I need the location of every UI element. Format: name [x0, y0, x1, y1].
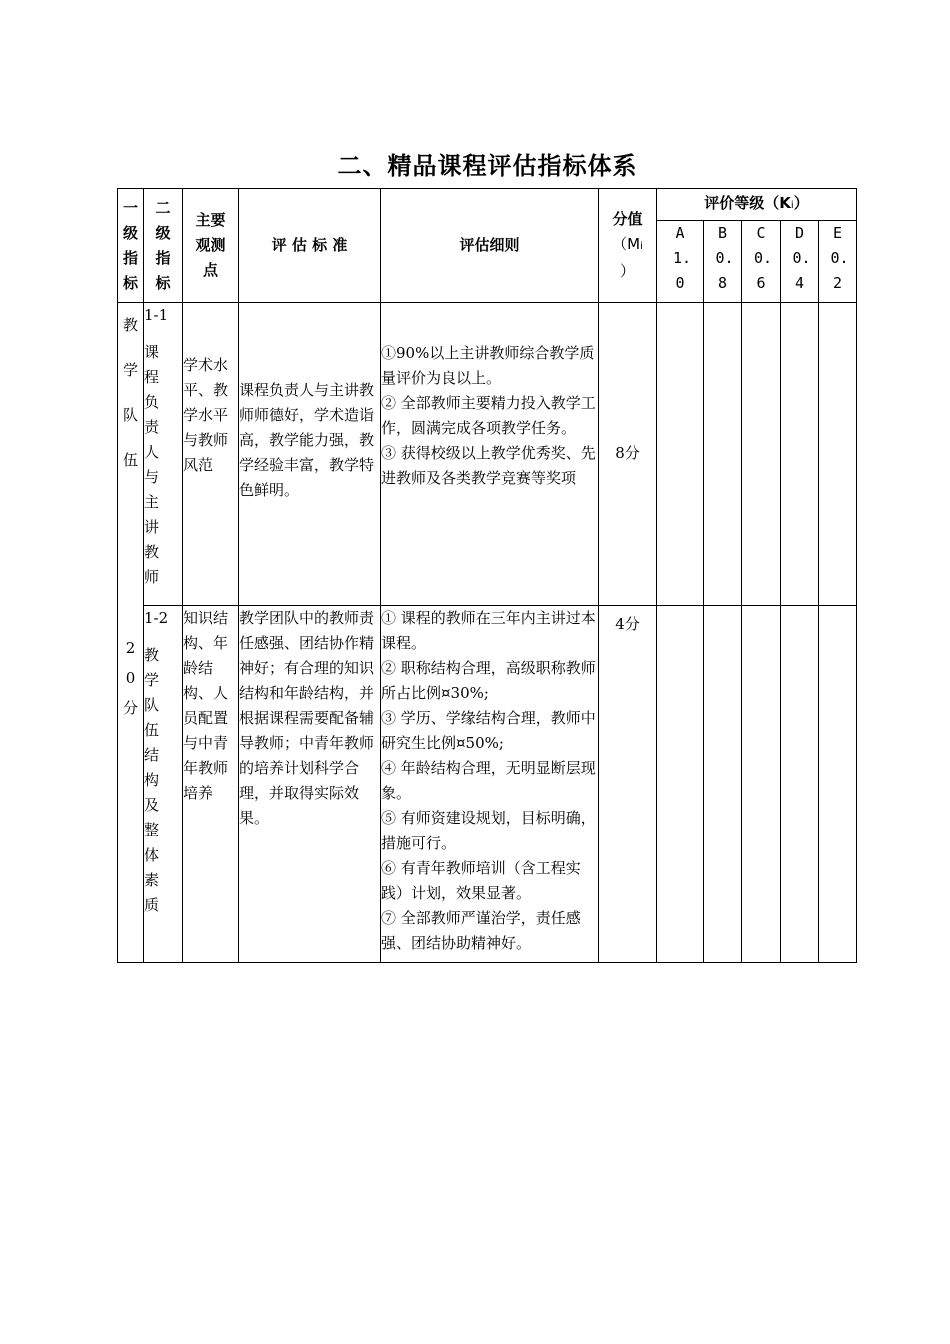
level2-cell: 1-1 课程负责人与主讲教师 [144, 303, 183, 606]
level1-cell: 教学队伍 20分 [118, 303, 144, 963]
grade-e: E 0.2 [819, 221, 857, 303]
grade-cell [819, 606, 857, 963]
score-cell: 4分 [599, 606, 657, 963]
header-score: 分值 （Mi ） [599, 189, 657, 303]
grade-cell [704, 606, 742, 963]
observation-cell: 学术水平、教学水平与教师风范 [183, 303, 239, 606]
header-grade: 评价等级（Ki） [657, 189, 857, 221]
table-row [118, 606, 857, 963]
header-observation: 主要观测点 [183, 189, 239, 303]
grade-cell [819, 303, 857, 606]
standard-cell: 教学团队中的教师责任感强、团结协作精神好；有合理的知识结构和年龄结构，并根据课程需要配备辅导教师；中青年教师的培养计划科学合理，并取得实际效果。 [239, 606, 381, 963]
details-cell: ①90%以上主讲教师综合教学质量评价为良以上。 ② 全部教师主要精力投入教学工作，圆满完成各项教学任务。 ③ 获得校级以上教学优秀奖、先进教师及各类教学竞赛等奖项 [381, 303, 599, 606]
grade-a: A 1.0 [657, 221, 704, 303]
observation-cell: 知识结构、年龄结构、人员配置与中青年教师培养 [183, 606, 239, 963]
header-level2: 二级指标 [144, 189, 183, 303]
table-row [118, 303, 857, 606]
level2-cell: 1-2 教学队伍结构及整体素质 [144, 606, 183, 963]
header-standard: 评 估 标 准 [239, 189, 381, 303]
grade-cell [657, 606, 704, 963]
standard-cell: 课程负责人与主讲教师师德好，学术造诣高，教学能力强，教学经验丰富，教学特色鲜明。 [239, 303, 381, 606]
grade-b: B 0.8 [704, 221, 742, 303]
grade-d: D 0.4 [781, 221, 819, 303]
evaluation-table [117, 188, 857, 963]
grade-c: C 0.6 [742, 221, 781, 303]
grade-cell [742, 303, 781, 606]
grade-cell [742, 606, 781, 963]
page-title: 二、精品课程评估指标体系 [337, 152, 638, 180]
grade-cell [657, 303, 704, 606]
grade-cell [781, 606, 819, 963]
grade-cell [704, 303, 742, 606]
score-cell: 8分 [599, 303, 657, 606]
header-level1: 一级指标 [118, 189, 144, 303]
grade-cell [781, 303, 819, 606]
header-details: 评估细则 [381, 189, 599, 303]
details-cell: ① 课程的教师在三年内主讲过本课程。 ② 职称结构合理，高级职称教师所占比例¤30%; ③ 学历、学缘结构合理，教师中研究生比例¤50%; ④ 年龄结构合理，无明显断层现象。 ⑤ 有师资建设规划，目标明确，措施可行。 ⑥ 有青年教师培训（含工程实践）计划，效果显著。 ⑦ 全部教师严谨治学，责任感强、团结协助精神好。 [381, 606, 599, 963]
